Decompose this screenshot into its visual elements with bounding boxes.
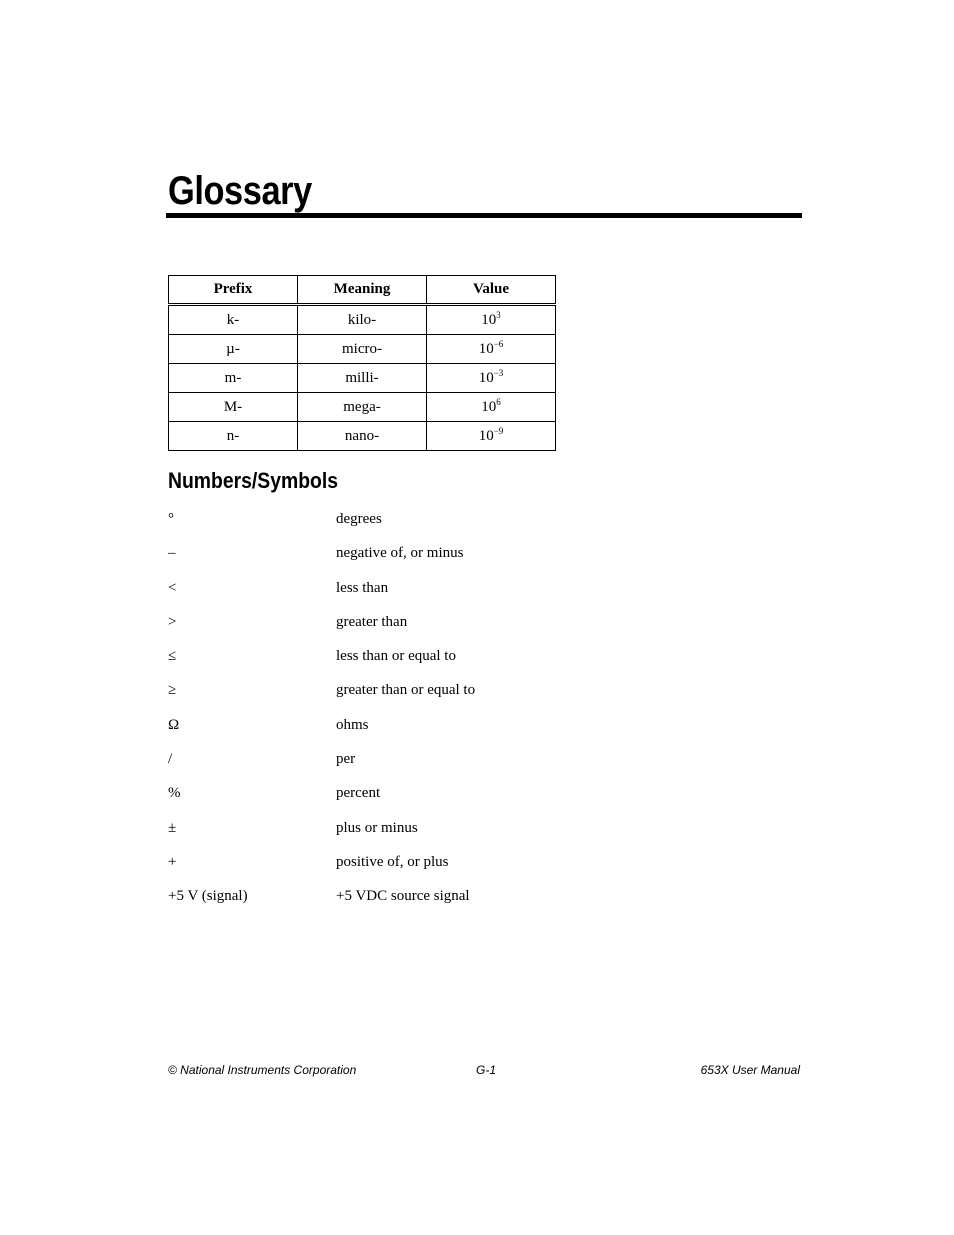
symbol-definition: per [336, 751, 356, 768]
symbol-term: ° [168, 511, 174, 527]
footer-page-number: G-1 [476, 1063, 497, 1077]
value-base: 10 [478, 340, 494, 357]
header-meaning: Meaning [298, 276, 427, 305]
symbol-definition: less than or equal to [336, 648, 456, 665]
title-rule [166, 213, 802, 218]
list-item [168, 886, 668, 920]
prefix-cell: m- [169, 364, 298, 393]
value-exponent: 6 [496, 396, 501, 407]
list-item [168, 509, 668, 543]
list-item [168, 715, 668, 749]
list-item [168, 783, 668, 817]
meaning-cell: mega- [298, 393, 427, 422]
value-cell [427, 305, 556, 335]
prefix-cell: n- [169, 422, 298, 451]
prefix-cell: k- [169, 305, 298, 335]
value-exponent: −9 [493, 425, 504, 436]
value-cell [427, 393, 556, 422]
value-base: 10 [481, 311, 497, 328]
symbol-term: < [168, 579, 177, 596]
table-row [169, 335, 556, 364]
list-item [168, 612, 668, 646]
symbol-term: +5 V (signal) [168, 888, 248, 905]
symbol-definition: +5 VDC source signal [336, 888, 470, 905]
symbol-definition: positive of, or plus [336, 853, 449, 870]
meaning-cell: micro- [298, 335, 427, 364]
symbol-list [168, 509, 668, 921]
list-item [168, 646, 668, 680]
table-row [169, 364, 556, 393]
symbol-definition: negative of, or minus [336, 545, 464, 562]
symbol-definition: greater than or equal to [336, 682, 476, 699]
symbol-term: / [168, 751, 173, 768]
page-title: Glossary [168, 169, 312, 213]
value-cell [427, 364, 556, 393]
list-item [168, 680, 668, 714]
symbol-definition: degrees [336, 511, 382, 527]
prefix-table-header-row [169, 276, 556, 305]
value-cell [427, 422, 556, 451]
list-item [168, 852, 668, 886]
value-exponent: 3 [496, 309, 501, 320]
footer-copyright: © National Instruments Corporation [168, 1063, 357, 1077]
value-exponent: −3 [493, 367, 504, 378]
prefix-cell: µ- [169, 335, 298, 364]
list-item [168, 543, 668, 577]
symbol-definition: percent [336, 785, 381, 802]
symbol-definition: plus or minus [336, 819, 418, 836]
symbol-definition: greater than [336, 613, 408, 630]
meaning-cell: nano- [298, 422, 427, 451]
symbol-term: ≥ [168, 682, 177, 699]
value-base: 10 [481, 398, 497, 415]
symbol-term: ≤ [168, 648, 177, 665]
symbol-term: ± [168, 819, 177, 836]
footer-manual-title: 653X User Manual [700, 1063, 800, 1077]
symbol-term: – [168, 545, 176, 562]
value-exponent: −6 [493, 338, 504, 349]
table-row [169, 393, 556, 422]
list-item [168, 818, 668, 852]
value-base: 10 [478, 369, 494, 386]
prefix-table [168, 275, 556, 451]
symbol-term: > [168, 613, 177, 630]
symbol-definition: ohms [336, 716, 369, 733]
symbol-term: Ω [168, 716, 180, 733]
table-row [169, 305, 556, 335]
symbol-term: + [168, 853, 177, 870]
header-value: Value [427, 276, 556, 305]
list-item [168, 749, 668, 783]
section-heading-numbers-symbols: Numbers/Symbols [168, 468, 338, 493]
table-row [169, 422, 556, 451]
list-item [168, 578, 668, 612]
header-prefix: Prefix [169, 276, 298, 305]
value-cell [427, 335, 556, 364]
prefix-cell: M- [169, 393, 298, 422]
meaning-cell: kilo- [298, 305, 427, 335]
symbol-term: % [168, 785, 181, 802]
meaning-cell: milli- [298, 364, 427, 393]
symbol-definition: less than [336, 579, 389, 596]
value-base: 10 [478, 427, 494, 444]
